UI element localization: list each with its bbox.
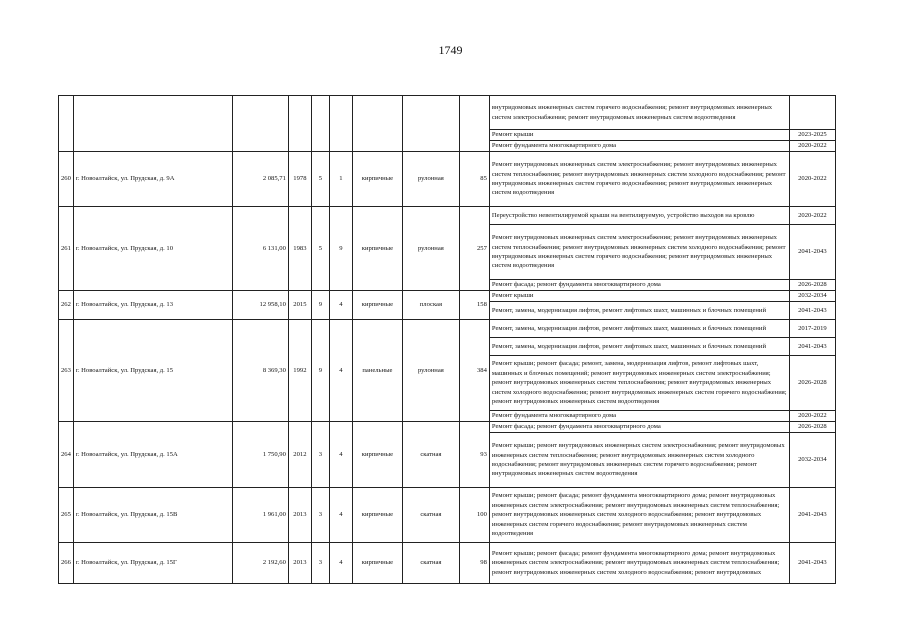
table-row <box>59 543 836 584</box>
work-description: Ремонт фундамента многоквартирного дома <box>489 411 789 422</box>
floors-count: 3 <box>311 422 329 488</box>
work-period: 2026-2028 <box>789 280 835 291</box>
entrances-count: 9 <box>329 207 352 291</box>
wall-material: кирпичные <box>352 422 402 488</box>
total-area: 2 085,71 <box>232 152 288 207</box>
total-area: 8 369,30 <box>232 320 288 422</box>
work-description: Ремонт крыши; ремонт фасада; ремонт, замена, модернизация лифтов, ремонт лифтовых шахт, машинных и блочных помещений; ремонт внутридомовых инженерных систем электроснабжения; ремонт внутридомовых инженерных систем теплоснабжения; ремонт внутридомовых инженерных систем холодного водоснабжения; ремонт внутридомовых инженерных систем горячего водоснабжения; ремонт внутридомовых инженерных систем водоотведения <box>489 356 789 411</box>
build-year: 2012 <box>288 422 311 488</box>
work-description: Ремонт, замена, модернизация лифтов, ремонт лифтовых шахт, машинных и блочных помещений <box>489 302 789 320</box>
work-period: 2041-2043 <box>789 302 835 320</box>
empty-cell <box>352 96 402 152</box>
table-row <box>59 152 836 207</box>
entrances-count: 4 <box>329 320 352 422</box>
total-area: 6 131,00 <box>232 207 288 291</box>
residents-count: 158 <box>459 291 489 320</box>
row-number: 262 <box>59 291 74 320</box>
work-description: внутридомовых инженерных систем горячего водоснабжения; ремонт внутридомовых инженерных систем электроснабжения; ремонт внутридомовых инженерных систем водоотведения <box>489 96 789 130</box>
work-description: Ремонт фасада; ремонт фундамента многоквартирного дома <box>489 280 789 291</box>
empty-cell <box>329 96 352 152</box>
table-row <box>59 422 836 433</box>
work-description: Ремонт, замена, модернизация лифтов, ремонт лифтовых шахт, машинных и блочных помещений <box>489 320 789 338</box>
work-period <box>789 96 835 130</box>
empty-cell <box>73 96 232 152</box>
house-address: г. Новоалтайск, ул. Прудская, д. 9А <box>73 152 232 207</box>
empty-cell <box>59 96 74 152</box>
entrances-count: 4 <box>329 422 352 488</box>
table-row <box>59 320 836 338</box>
work-description: Ремонт внутридомовых инженерных систем электроснабжения; ремонт внутридомовых инженерных систем теплоснабжения; ремонт внутридомовых инженерных систем холодного водоснабжения; ремонт внутридомовых инженерных систем горячего водоснабжения; ремонт внутридомовых инженерных систем водоотведения <box>489 225 789 280</box>
empty-cell <box>459 96 489 152</box>
work-description: Переустройство невентилируемой крыши на вентилируемую, устройство выходов на кровлю <box>489 207 789 225</box>
row-number: 264 <box>59 422 74 488</box>
house-address: г. Новоалтайск, ул. Прудская, д. 10 <box>73 207 232 291</box>
build-year: 1978 <box>288 152 311 207</box>
row-number: 265 <box>59 488 74 543</box>
row-number: 260 <box>59 152 74 207</box>
row-number: 263 <box>59 320 74 422</box>
build-year: 2013 <box>288 488 311 543</box>
entrances-count: 1 <box>329 152 352 207</box>
floors-count: 5 <box>311 152 329 207</box>
table-row <box>59 96 836 130</box>
work-period: 2041-2043 <box>789 338 835 356</box>
residents-count: 98 <box>459 543 489 584</box>
entrances-count: 4 <box>329 543 352 584</box>
house-address: г. Новоалтайск, ул. Прудская, д. 13 <box>73 291 232 320</box>
house-address: г. Новоалтайск, ул. Прудская, д. 15А <box>73 422 232 488</box>
house-address: г. Новоалтайск, ул. Прудская, д. 15В <box>73 488 232 543</box>
work-period: 2041-2043 <box>789 488 835 543</box>
roof-type: скатная <box>402 488 459 543</box>
roof-type: рулонная <box>402 152 459 207</box>
build-year: 1983 <box>288 207 311 291</box>
work-period: 2023-2025 <box>789 130 835 141</box>
work-description: Ремонт, замена, модернизация лифтов, ремонт лифтовых шахт, машинных и блочных помещений <box>489 338 789 356</box>
table-row <box>59 291 836 302</box>
table-body <box>59 96 836 584</box>
residents-count: 384 <box>459 320 489 422</box>
roof-type: рулонная <box>402 207 459 291</box>
row-number: 261 <box>59 207 74 291</box>
total-area: 1 961,00 <box>232 488 288 543</box>
total-area: 12 958,10 <box>232 291 288 320</box>
work-period: 2017-2019 <box>789 320 835 338</box>
roof-type: плоская <box>402 291 459 320</box>
work-description: Ремонт фасада; ремонт фундамента многоквартирного дома <box>489 422 789 433</box>
floors-count: 9 <box>311 320 329 422</box>
empty-cell <box>232 96 288 152</box>
roof-type: рулонная <box>402 320 459 422</box>
empty-cell <box>311 96 329 152</box>
work-description: Ремонт крыши; ремонт фасада; ремонт фундамента многоквартирного дома; ремонт внутридомовых инженерных систем электроснабжения; ремонт внутридомовых инженерных систем теплоснабжения; ремонт внутридомовых инженерных систем холодного водоснабжения; ремонт внутридомовых <box>489 543 789 584</box>
residents-count: 93 <box>459 422 489 488</box>
wall-material: кирпичные <box>352 488 402 543</box>
work-description: Ремонт крыши; ремонт внутридомовых инженерных систем электроснабжения; ремонт внутридомовых инженерных систем теплоснабжения; ремонт внутридомовых инженерных систем холодного водоснабжения; ремонт внутридомовых инженерных систем горячего водоснабжения; ремонт внутридомовых инженерных систем водоотведения <box>489 433 789 488</box>
build-year: 2015 <box>288 291 311 320</box>
work-period: 2026-2028 <box>789 422 835 433</box>
work-period: 2041-2043 <box>789 225 835 280</box>
roof-type: скатная <box>402 422 459 488</box>
total-area: 2 192,60 <box>232 543 288 584</box>
house-address: г. Новоалтайск, ул. Прудская, д. 15Г <box>73 543 232 584</box>
wall-material: кирпичные <box>352 207 402 291</box>
entrances-count: 4 <box>329 488 352 543</box>
floors-count: 3 <box>311 543 329 584</box>
work-period: 2026-2028 <box>789 356 835 411</box>
total-area: 1 750,90 <box>232 422 288 488</box>
wall-material: кирпичные <box>352 152 402 207</box>
work-period: 2041-2043 <box>789 543 835 584</box>
build-year: 1992 <box>288 320 311 422</box>
floors-count: 5 <box>311 207 329 291</box>
floors-count: 3 <box>311 488 329 543</box>
capital-repair-table <box>58 95 836 584</box>
row-number: 266 <box>59 543 74 584</box>
work-period: 2020-2022 <box>789 152 835 207</box>
table-row <box>59 207 836 225</box>
work-period: 2020-2022 <box>789 411 835 422</box>
build-year: 2013 <box>288 543 311 584</box>
residents-count: 257 <box>459 207 489 291</box>
wall-material: кирпичные <box>352 291 402 320</box>
entrances-count: 4 <box>329 291 352 320</box>
work-description: Ремонт крыши <box>489 130 789 141</box>
empty-cell <box>288 96 311 152</box>
table-row <box>59 488 836 543</box>
residents-count: 100 <box>459 488 489 543</box>
wall-material: панельные <box>352 320 402 422</box>
work-description: Ремонт внутридомовых инженерных систем электроснабжения; ремонт внутридомовых инженерных систем теплоснабжения; ремонт внутридомовых инженерных систем холодного водоснабжения; ремонт внутридомовых инженерных систем горячего водоснабжения; ремонт внутридомовых инженерных систем водоотведения <box>489 152 789 207</box>
house-address: г. Новоалтайск, ул. Прудская, д. 15 <box>73 320 232 422</box>
roof-type: скатная <box>402 543 459 584</box>
work-period: 2020-2022 <box>789 141 835 152</box>
work-description: Ремонт фундамента многоквартирного дома <box>489 141 789 152</box>
work-description: Ремонт крыши <box>489 291 789 302</box>
work-period: 2032-2034 <box>789 291 835 302</box>
work-period: 2032-2034 <box>789 433 835 488</box>
work-period: 2020-2022 <box>789 207 835 225</box>
floors-count: 9 <box>311 291 329 320</box>
empty-cell <box>402 96 459 152</box>
residents-count: 85 <box>459 152 489 207</box>
work-description: Ремонт крыши; ремонт фасада; ремонт фундамента многоквартирного дома; ремонт внутридомовых инженерных систем электроснабжения; ремонт внутридомовых инженерных систем теплоснабжения; ремонт внутридомовых инженерных систем холодного водоснабжения; ремонт внутридомовых инженерных систем горячего водоснабжения; ремонт внутридомовых инженерных систем водоотведения <box>489 488 789 543</box>
wall-material: кирпичные <box>352 543 402 584</box>
page-number: 1749 <box>438 43 463 57</box>
